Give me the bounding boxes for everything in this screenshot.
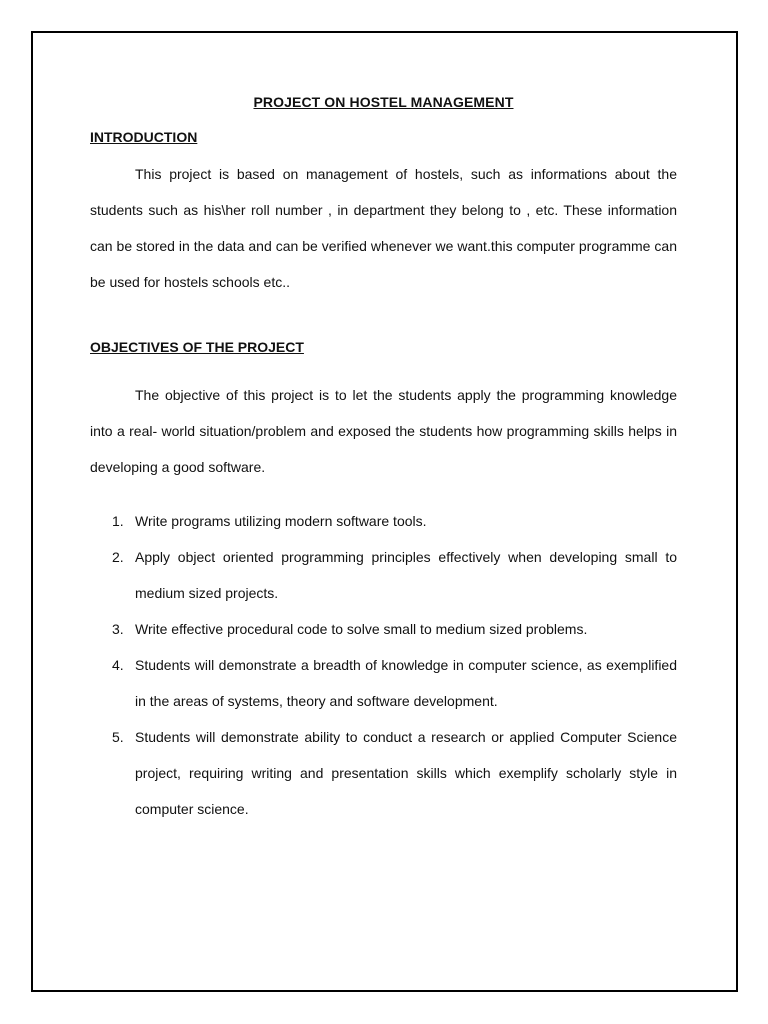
list-item-number: 1.	[112, 513, 124, 529]
list-item-text: Students will demonstrate a breadth of knowledge in computer science, as exemplified in the areas of systems, theory and software development.	[135, 657, 677, 709]
list-item-text: Students will demonstrate ability to conduct a research or applied Computer Science project, requiring writing and presentation skills which exemplify scholarly style in computer science.	[135, 729, 677, 817]
list-item	[90, 503, 677, 539]
introduction-heading: INTRODUCTION	[90, 129, 198, 145]
list-item-number: 3.	[112, 621, 124, 637]
list-item	[90, 647, 677, 719]
objectives-heading: OBJECTIVES OF THE PROJECT	[90, 339, 304, 355]
list-item	[90, 611, 677, 647]
list-item-text: Write effective procedural code to solve small to medium sized problems.	[135, 621, 588, 637]
list-item-number: 4.	[112, 657, 124, 673]
list-item-text: Apply object oriented programming principles effectively when developing small to medium sized projects.	[135, 549, 677, 601]
list-item	[90, 719, 677, 827]
list-item	[90, 539, 677, 611]
introduction-paragraph: This project is based on management of hostels, such as informations about the students such as his\her roll number , in department they belong to , etc. These information can be stored in the data and can be verified whenever we want.this computer programme can be used for hostels schools etc..	[90, 166, 677, 290]
list-item-number: 5.	[112, 729, 124, 745]
objectives-list	[90, 503, 677, 827]
list-item-text: Write programs utilizing modern software tools.	[135, 513, 427, 529]
list-item-number: 2.	[112, 549, 124, 565]
objectives-paragraph: The objective of this project is to let the students apply the programming knowledge into a real- world situation/problem and exposed the students how programming skills helps in developing a good software.	[90, 387, 677, 475]
document-title: PROJECT ON HOSTEL MANAGEMENT	[253, 94, 514, 110]
